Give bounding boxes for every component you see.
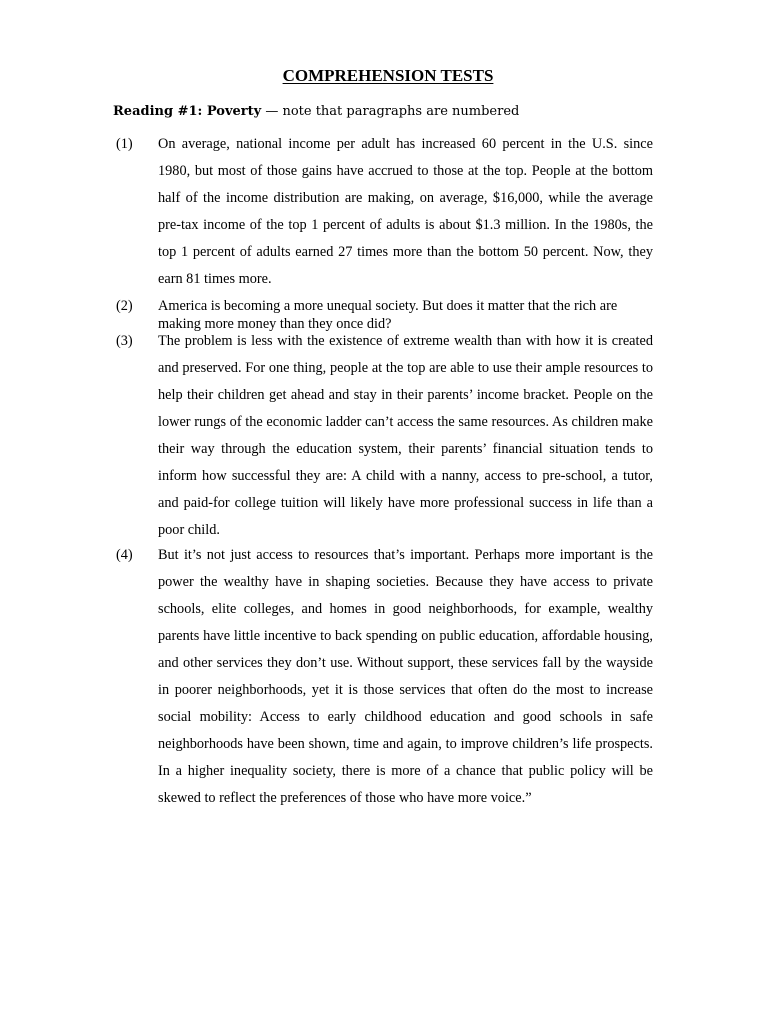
reading-subtitle-label: Reading #1: Poverty	[113, 104, 262, 119]
paragraph-1	[116, 131, 653, 293]
paragraph-number: (4)	[116, 547, 133, 563]
paragraph-text: On average, national income per adult has increased 60 percent in the U.S. since 1980, but most of those gains have accrued to those at the top. People at the bottom half of the income distribution are making, on average, $16,000, while the average pre-tax income of the top 1 percent of adults is about $1.3 million. In the 1980s, the top 1 percent of adults earned 27 times more than the bottom 50 percent. Now, they earn 81 times more.	[158, 136, 653, 287]
paragraph-number: (2)	[116, 298, 133, 314]
paragraph-text: The problem is less with the existence of extreme wealth than with how it is created and preserved. For one thing, people at the top are able to use their ample resources to help their children get ahead and stay in their parents’ income bracket. People on the lower rungs of the economic ladder can’t access the same resources. As children make their way through the education system, their parents’ financial situation tends to inform how successful they are: A child with a nanny, access to pre-school, a tutor, and paid-for college tuition will likely have more professional success in life than a poor child.	[158, 333, 653, 538]
paragraph-3	[116, 328, 653, 544]
paragraph-text: America is becoming a more unequal society. But does it matter that the rich are making more money than they once did?	[158, 298, 618, 332]
paragraph-number: (1)	[116, 136, 133, 152]
paragraph-text: But it’s not just access to resources that’s important. Perhaps more important is the power the wealthy have in shaping societies. Because they have access to private schools, elite colleges, and homes in good neighborhoods, for example, wealthy parents have little incentive to back spending on public education, affordable housing, and other services they don’t use. Without support, these services fall by the wayside in poorer neighborhoods, yet it is those services that often do the most to increase social mobility: Access to early childhood education and good schools in safe neighborhoods have been shown, time and again, to improve children’s life prospects. In a higher inequality society, there is more of a chance that public policy will be skewed to reflect the preferences of those who have more voice.”	[158, 547, 653, 806]
paragraph-number: (3)	[116, 333, 133, 349]
reading-subtitle	[113, 104, 519, 119]
reading-subtitle-note: — note that paragraphs are numbered	[261, 104, 520, 119]
paragraph-4	[116, 542, 653, 812]
document-title: COMPREHENSION TESTS	[282, 66, 494, 85]
